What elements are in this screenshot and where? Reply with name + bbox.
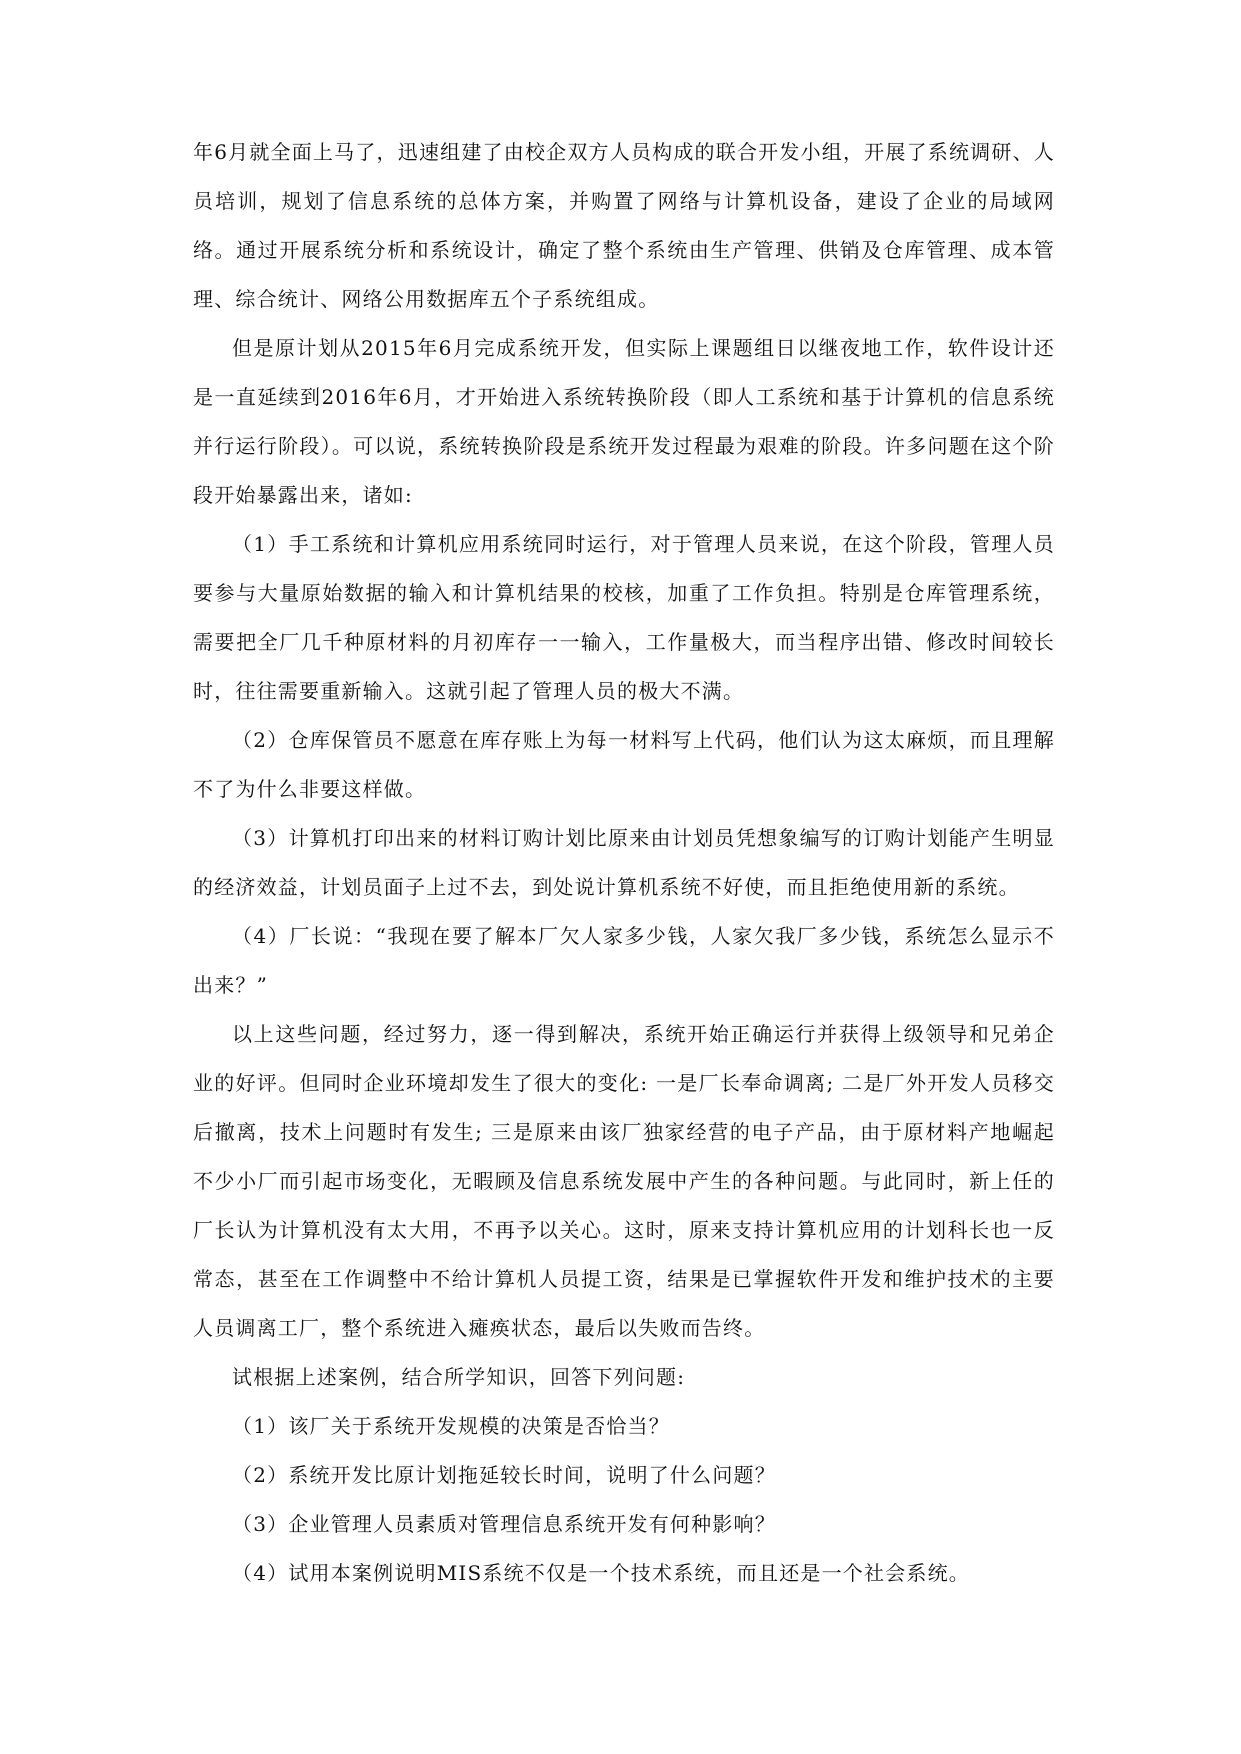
question-2: （2）系统开发比原计划拖延较长时间，说明了什么问题？ — [232, 1463, 776, 1487]
paragraph-schedule-delay: 但是原计划从2015年6月完成系统开发，但实际上课题组日以继夜地工作，软件设计还是一直延续到2016年6月，才开始进入系统转换阶段（即人工系统和基于计算机的信息系统并行运行阶段）。可以说，系统转换阶段是系统开发过程最为艰难的阶段。许多问题在这个阶段开始暴露出来，诸如: — [193, 336, 1055, 507]
paragraph-issue-1: （1）手工系统和计算机应用系统同时运行，对于管理人员来说，在这个阶段，管理人员要参与大量原始数据的输入和计算机结果的校核，加重了工作负担。特别是仓库管理系统，需要把全厂几千种原材料的月初库存一一输入，工作量极大，而当程序出错、修改时间较长时，往往需要重新输入。这就引起了管理人员的极大不满。 — [193, 532, 1055, 703]
paragraph-project-start: 年6月就全面上马了，迅速组建了由校企双方人员构成的联合开发小组，开展了系统调研、人员培训，规划了信息系统的总体方案，并购置了网络与计算机设备，建设了企业的局域网络。通过开展系统分析和系统设计，确定了整个系统由生产管理、供销及仓库管理、成本管理、综合统计、网络公用数据库五个子系统组成。 — [193, 140, 1055, 311]
question-3: （3）企业管理人员素质对管理信息系统开发有何种影响？ — [232, 1512, 776, 1536]
paragraph-issue-3: （3）计算机打印出来的材料订购计划比原来由计划员凭想象编写的订购计划能产生明显的经济效益，计划员面子上过不去，到处说计算机系统不好使，而且拒绝使用新的系统。 — [193, 826, 1055, 899]
question-4: （4）试用本案例说明MIS系统不仅是一个技术系统，而且还是一个社会系统。 — [232, 1561, 971, 1585]
paragraph-question-intro: 试根据上述案例，结合所学知识，回答下列问题: — [232, 1365, 686, 1389]
question-1: （1）该厂关于系统开发规模的决策是否恰当？ — [232, 1414, 670, 1438]
paragraph-issue-2: （2）仓库保管员不愿意在库存账上为每一材料写上代码，他们认为这太麻烦，而且理解不了为什么非要这样做。 — [193, 728, 1055, 801]
paragraph-issue-4: （4）厂长说：“我现在要了解本厂欠人家多少钱，人家欠我厂多少钱，系统怎么显示不出来？” — [193, 924, 1055, 997]
paragraph-outcome: 以上这些问题，经过努力，逐一得到解决，系统开始正确运行并获得上级领导和兄弟企业的好评。但同时企业环境却发生了很大的变化: 一是厂长奉命调离; 二是厂外开发人员移交后撤离，技术上问题时有发生; 三是原来由该厂独家经营的电子产品，由于原材料产地崛起不少小厂而引起市场变化，无暇顾及信息系统发展中产生的各种问题。与此同时，新上任的厂长认为计算机没有太大用，不再予以关心。这时，原来支持计算机应用的计划科长也一反常态，甚至在工作调整中不给计算机人员提工资，结果是已掌握软件开发和维护技术的主要人员调离工厂，整个系统进入瘫痪状态，最后以失败而告终。 — [193, 1022, 1055, 1340]
